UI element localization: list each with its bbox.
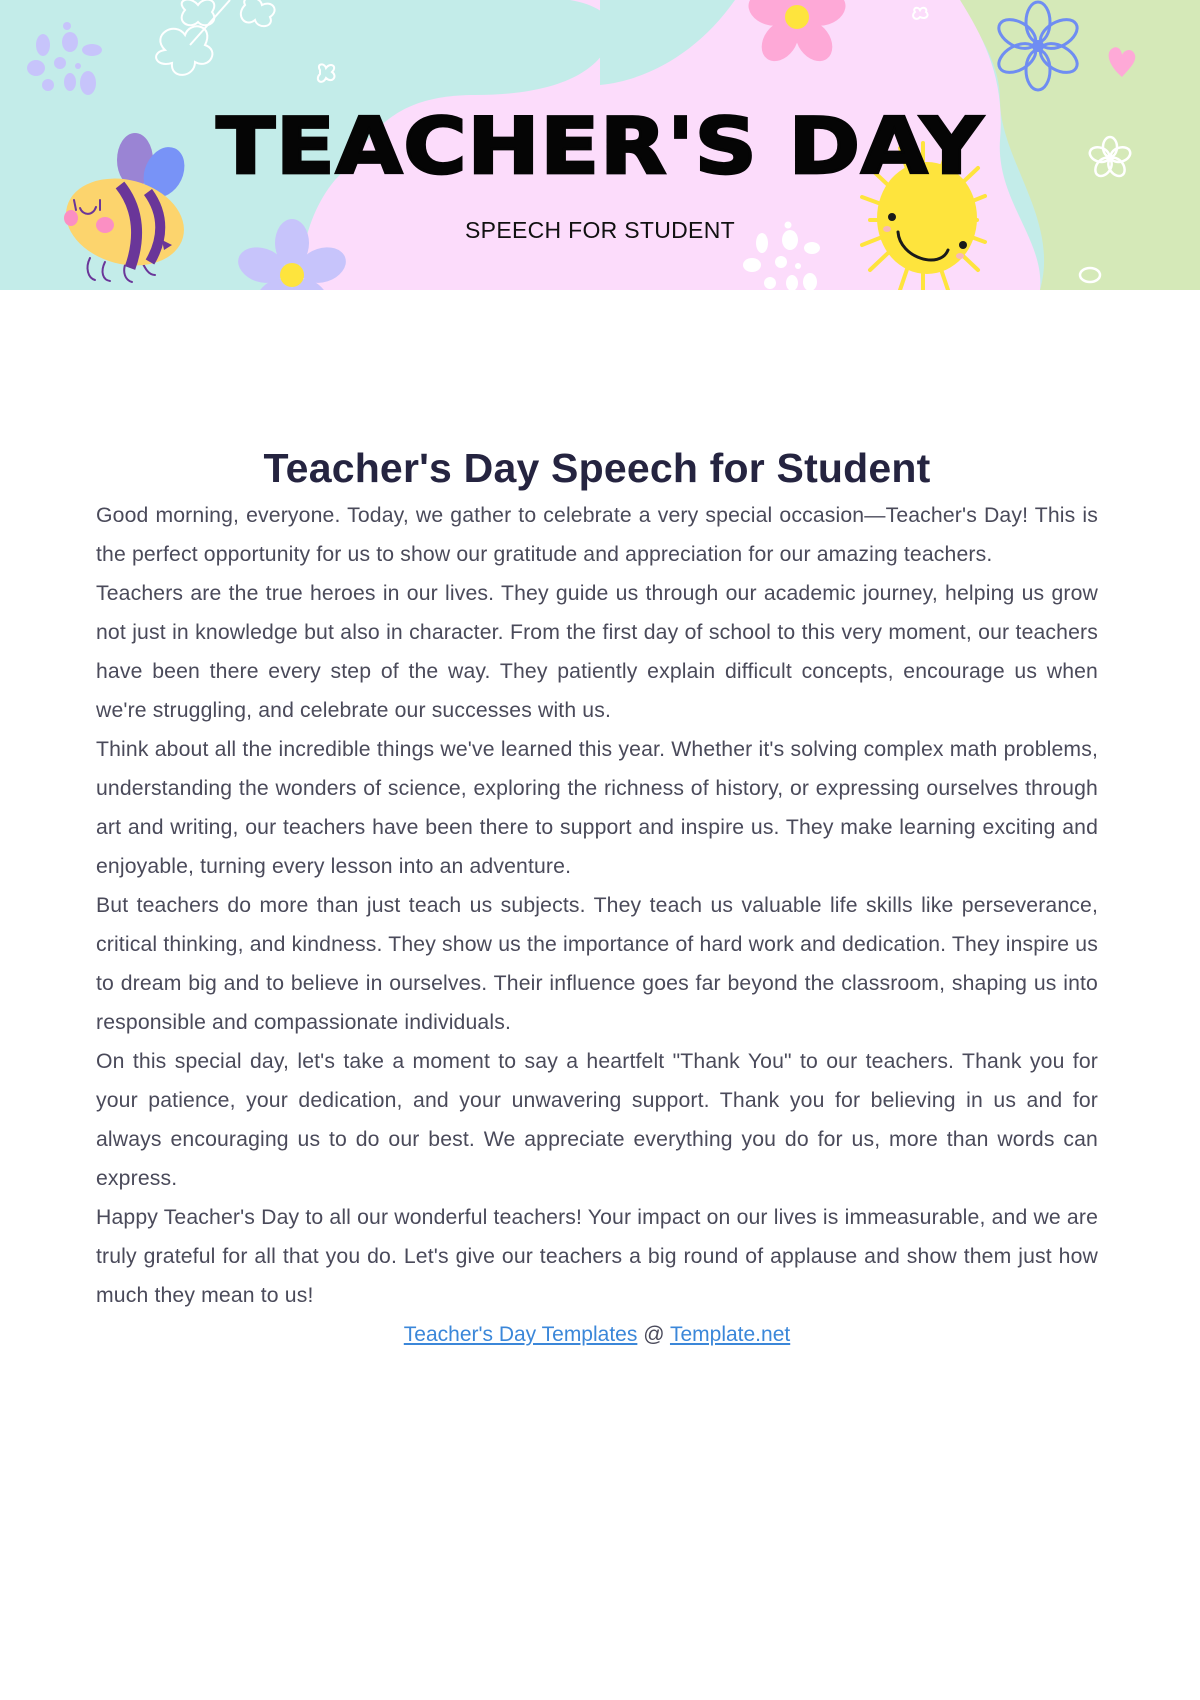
- banner-title: TEACHER'S DAY: [216, 102, 984, 192]
- paragraph-heroes: Teachers are the true heroes in our lives. They guide us through our academic journey, helping us grow not just in knowledge but also in character. From the first day of school to this very moment, our teachers have been there every step of the way. They patiently explain difficult concepts, encourage us when we're struggling, and celebrate our successes with us.: [96, 582, 1098, 722]
- paragraph-learning: Think about all the incredible things we've learned this year. Whether it's solving complex math problems, understanding the wonders of science, exploring the richness of history, or expressing ourselves through art and writing, our teachers have been there to support and inspire us. They make learning exciting and enjoyable, turning every lesson into an adventure.: [96, 738, 1098, 878]
- paragraph-intro: Good morning, everyone. Today, we gather to celebrate a very special occasion—Teacher's Day! This is the perfect opportunity for us to show our gratitude and appreciation for our amazing teachers.: [96, 504, 1098, 566]
- teachers-day-templates-link[interactable]: Teacher's Day Templates: [403, 1323, 638, 1346]
- document-body: [96, 440, 1098, 1354]
- banner-subtitle: SPEECH FOR STUDENT: [465, 217, 735, 243]
- document-title: Teacher's Day Speech for Student: [263, 445, 931, 491]
- petal-cluster-icon: [27, 22, 102, 95]
- paragraph-closing: Happy Teacher's Day to all our wonderful teachers! Your impact on our lives is immeasurable, and we are truly grateful for all that you do. Let's give our teachers a big round of applause and show them just how much they mean to us!: [96, 1206, 1098, 1307]
- template-net-link[interactable]: Template.net: [669, 1323, 791, 1346]
- header-banner: [0, 0, 1200, 290]
- footer-links: [96, 1315, 1098, 1354]
- paragraph-thank-you: On this special day, let's take a moment to say a heartfelt "Thank You" to our teachers. Thank you for your patience, your dedication, and your unwavering support. Thank you for believing in us and for always encouraging us to do our best. We appreciate everything you do for us, more than words can express.: [96, 1050, 1098, 1190]
- paragraph-life-skills: But teachers do more than just teach us subjects. They teach us valuable life skills like perseverance, critical thinking, and kindness. They show us the importance of hard work and dedication. They inspire us to dream big and to believe in ourselves. Their influence goes far beyond the classroom, shaping us into responsible and compassionate individuals.: [96, 894, 1098, 1034]
- footer-separator: @: [637, 1323, 670, 1346]
